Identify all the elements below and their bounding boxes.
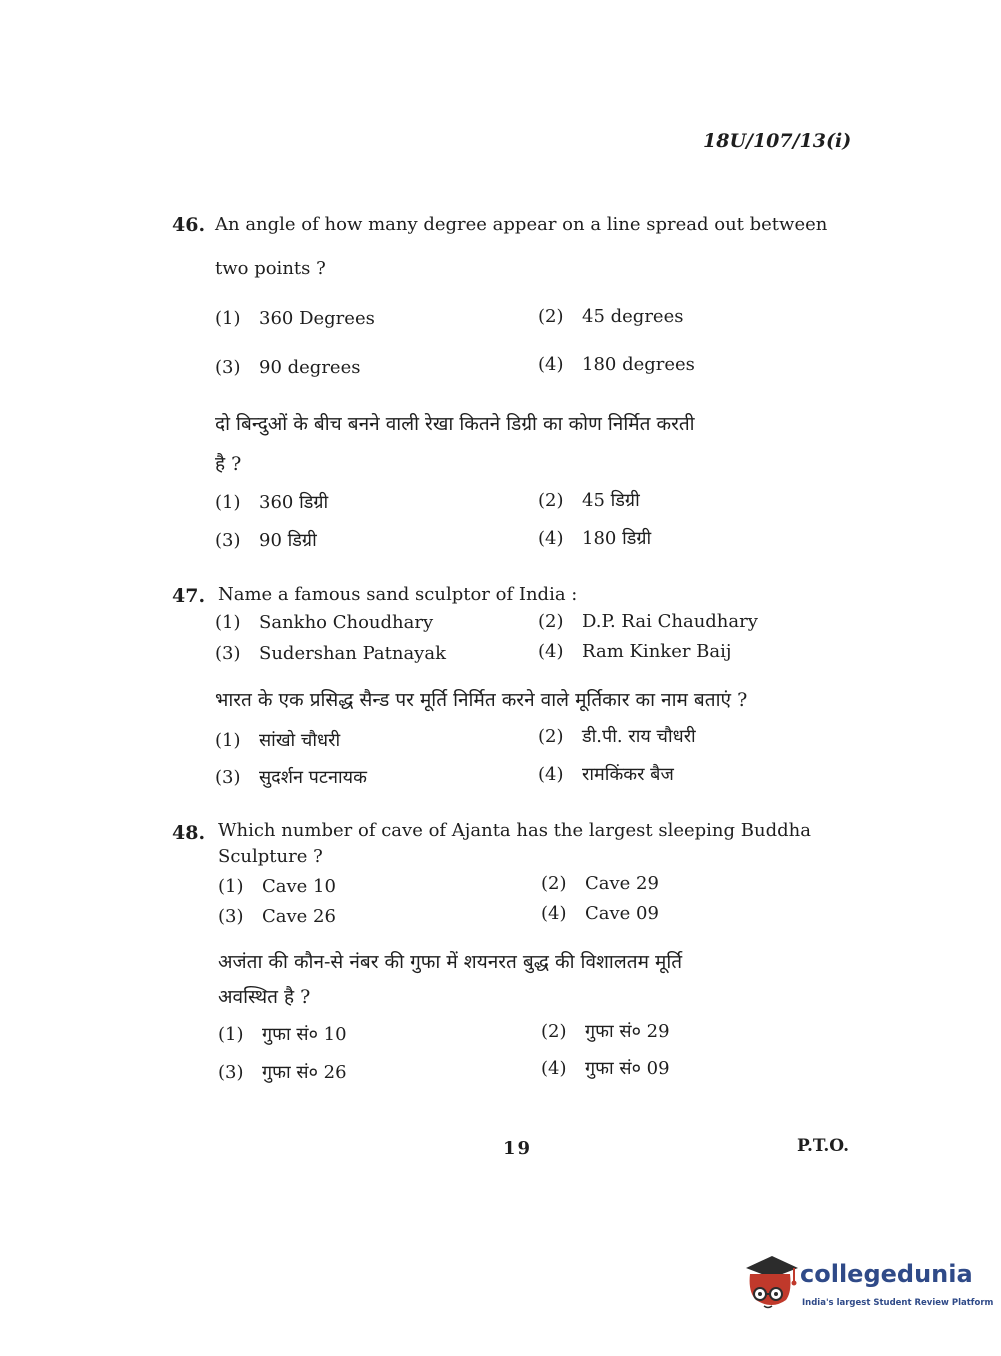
option-number: (1): [218, 876, 244, 897]
q48-option-en-1: [218, 876, 336, 897]
option-label: 90 डिग्री: [259, 530, 317, 551]
option-number: (4): [538, 764, 564, 785]
option-label: सांखो चौधरी: [259, 730, 341, 751]
option-label: 90 degrees: [259, 357, 361, 378]
page-number: 19: [503, 1138, 533, 1159]
q46-option-en-4: [538, 354, 695, 375]
option-number: (2): [541, 1021, 567, 1042]
q48-option-hi-1: [218, 1022, 347, 1046]
q48-option-hi-4: [541, 1056, 670, 1080]
q48-option-hi-2: [541, 1019, 670, 1043]
q46-option-en-1: [215, 308, 375, 329]
option-number: (2): [538, 611, 564, 632]
option-number: (3): [215, 767, 241, 788]
option-number: (1): [215, 492, 241, 513]
option-label: Cave 26: [262, 906, 336, 927]
option-label: D.P. Rai Chaudhary: [582, 611, 758, 632]
option-label: Cave 09: [585, 903, 659, 924]
question-48-text-hi-line1: अजंता की कौन-से नंबर की गुफा में शयनरत बुद्ध की विशालतम मूर्ति: [218, 951, 683, 973]
option-number: (2): [538, 306, 564, 327]
option-label: गुफा सं० 09: [585, 1058, 670, 1079]
option-number: (3): [215, 643, 241, 664]
q46-option-en-3: [215, 357, 360, 378]
paper-code: 18U/107/13(i): [703, 130, 852, 152]
question-46-text-hi-line1: दो बिन्दुओं के बीच बनने वाली रेखा कितने डिग्री का कोण निर्मित करती: [215, 413, 695, 435]
q47-option-hi-4: [538, 762, 674, 786]
q47-option-hi-1: [215, 728, 340, 752]
option-number: (1): [215, 308, 241, 329]
q47-option-en-1: [215, 612, 433, 633]
option-number: (1): [215, 730, 241, 751]
option-label: 45 डिग्री: [582, 490, 640, 511]
question-number-47: 47.: [172, 585, 206, 607]
collegedunia-watermark: [742, 1252, 994, 1322]
option-number: (3): [215, 357, 241, 378]
q46-option-hi-2: [538, 488, 640, 512]
option-number: (3): [215, 530, 241, 551]
q48-option-en-4: [541, 903, 659, 924]
option-number: (1): [215, 612, 241, 633]
option-label: 180 degrees: [582, 354, 695, 375]
q47-option-en-2: [538, 611, 758, 632]
option-number: (3): [218, 1062, 244, 1083]
option-label: Ram Kinker Baij: [582, 641, 732, 662]
q48-option-en-2: [541, 873, 659, 894]
question-number-46: 46.: [172, 214, 206, 236]
q46-option-hi-3: [215, 528, 317, 552]
q47-option-hi-2: [538, 724, 696, 748]
question-47-text-en-line1: Name a famous sand sculptor of India :: [218, 584, 578, 605]
option-label: 360 डिग्री: [259, 492, 329, 513]
option-number: (4): [541, 1058, 567, 1079]
option-number: (2): [538, 726, 564, 747]
q46-option-en-2: [538, 306, 683, 327]
question-number-48: 48.: [172, 822, 206, 844]
option-label: 180 डिग्री: [582, 528, 652, 549]
question-47-text-hi-line1: भारत के एक प्रसिद्ध सैन्ड पर मूर्ति निर्मित करने वाले मूर्तिकार का नाम बताएं ?: [215, 689, 748, 711]
q47-option-en-3: [215, 643, 446, 664]
option-label: Sudershan Patnayak: [259, 643, 446, 664]
option-label: Cave 29: [585, 873, 659, 894]
q48-option-en-3: [218, 906, 336, 927]
question-46-text-hi-line2: है ?: [215, 453, 242, 475]
q47-option-hi-3: [215, 765, 367, 789]
option-number: (1): [218, 1024, 244, 1045]
question-48-text-hi-line2: अवस्थित है ?: [218, 986, 311, 1008]
q46-option-hi-4: [538, 526, 651, 550]
option-label: गुफा सं० 29: [585, 1021, 670, 1042]
option-label: Cave 10: [262, 876, 336, 897]
option-label: 360 Degrees: [259, 308, 375, 329]
option-number: (4): [538, 528, 564, 549]
question-46-text-en-line2: two points ?: [215, 258, 326, 279]
q47-option-en-4: [538, 641, 731, 662]
question-48-text-en-line2: Sculpture ?: [218, 846, 323, 867]
option-number: (4): [538, 354, 564, 375]
pto-label: P.T.O.: [797, 1136, 849, 1156]
question-48-text-en-line1: Which number of cave of Ajanta has the largest sleeping Buddha: [218, 820, 811, 841]
brand-name: collegedunia: [800, 1260, 973, 1288]
option-label: रामकिंकर बैज: [582, 764, 674, 785]
question-46-text-en-line1: An angle of how many degree appear on a line spread out between: [215, 214, 828, 235]
option-number: (4): [538, 641, 564, 662]
q48-option-hi-3: [218, 1060, 347, 1084]
option-number: (4): [541, 903, 567, 924]
option-label: डी.पी. राय चौधरी: [582, 726, 696, 747]
q46-option-hi-1: [215, 490, 328, 514]
option-label: गुफा सं० 10: [262, 1024, 347, 1045]
brand-tagline: India's largest Student Review Platform: [802, 1298, 994, 1308]
option-label: 45 degrees: [582, 306, 684, 327]
mascot-logo-icon: [742, 1252, 800, 1314]
option-label: सुदर्शन पटनायक: [259, 767, 367, 788]
option-number: (3): [218, 906, 244, 927]
option-label: गुफा सं० 26: [262, 1062, 347, 1083]
option-number: (2): [541, 873, 567, 894]
option-label: Sankho Choudhary: [259, 612, 434, 633]
option-number: (2): [538, 490, 564, 511]
